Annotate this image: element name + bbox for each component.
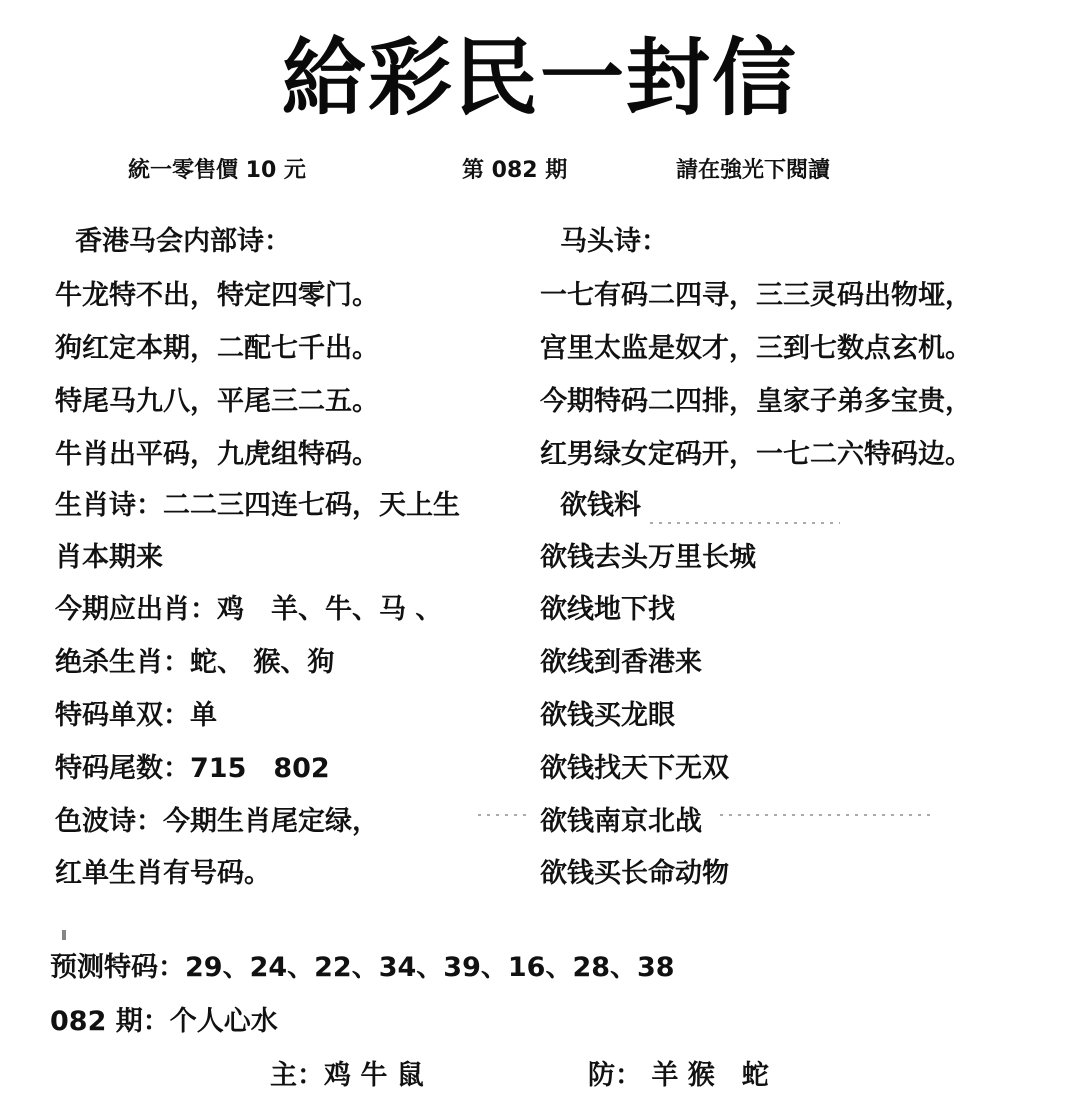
money-item: 欲钱料 (560, 490, 641, 521)
color-poem: 色波诗：今期生肖尾定绿， (55, 806, 379, 837)
should-appear-zodiac: 今期应出肖：鸡 羊、牛、马 、 (55, 594, 443, 625)
odd-even: 特码单双：单 (55, 700, 217, 731)
horse-poem-line: 红男绿女定码开，一七二六特码边。 (540, 439, 972, 470)
page-title: 給彩民一封信 (281, 29, 798, 127)
reading-note: 請在強光下閱讀 (676, 158, 831, 183)
kill-zodiac: 绝杀生肖：蛇、 猴、狗 (55, 647, 335, 678)
hk-poem-line: 牛龙特不出，特定四零门。 (55, 280, 379, 311)
scan-noise (478, 814, 530, 816)
color-poem-cont: 红单生肖有号码。 (55, 858, 271, 889)
issue-label: 第 082 期 (462, 158, 568, 183)
hk-poem-line: 狗红定本期，二配七千出。 (55, 333, 379, 364)
hk-poem-line: 特尾马九八，平尾三二五。 (55, 386, 379, 417)
tail-numbers: 特码尾数：715 802 (55, 753, 330, 784)
hk-poem-title: 香港马会内部诗： (75, 226, 291, 257)
money-item: 欲线到香港来 (540, 647, 702, 678)
money-item: 欲钱买长命动物 (540, 858, 729, 889)
zodiac-poem: 生肖诗：二二三四连七码，天上生 (55, 490, 460, 521)
price-label: 統一零售價 10 元 (128, 158, 306, 183)
scan-mark (62, 930, 66, 940)
horse-poem-line: 宫里太监是奴才，三到七数点玄机。 (540, 333, 972, 364)
scan-noise (720, 814, 930, 816)
horse-poem-title: 马头诗： (560, 226, 668, 257)
money-item: 欲钱找天下无双 (540, 753, 729, 784)
zodiac-poem-cont: 肖本期来 (55, 542, 163, 573)
money-item: 欲钱买龙眼 (540, 700, 675, 731)
money-item: 欲钱去头万里长城 (540, 542, 756, 573)
money-item: 欲线地下找 (540, 594, 675, 625)
main-zodiac: 主：鸡 牛 鼠 (270, 1060, 424, 1091)
money-item: 欲钱南京北战 (540, 806, 702, 837)
horse-poem-line: 一七有码二四寻，三三灵码出物垭， (540, 280, 972, 311)
horse-poem-line: 今期特码二四排，皇家子弟多宝贵， (540, 386, 972, 417)
guard-zodiac: 防： 羊 猴 蛇 (588, 1060, 769, 1091)
scan-noise (650, 522, 840, 524)
issue-phrase: 082 期：个人心水 (50, 1006, 278, 1037)
predicted-numbers: 预测特码：29、24、22、34、39、16、28、38 (50, 952, 675, 983)
hk-poem-line: 牛肖出平码，九虎组特码。 (55, 439, 379, 470)
